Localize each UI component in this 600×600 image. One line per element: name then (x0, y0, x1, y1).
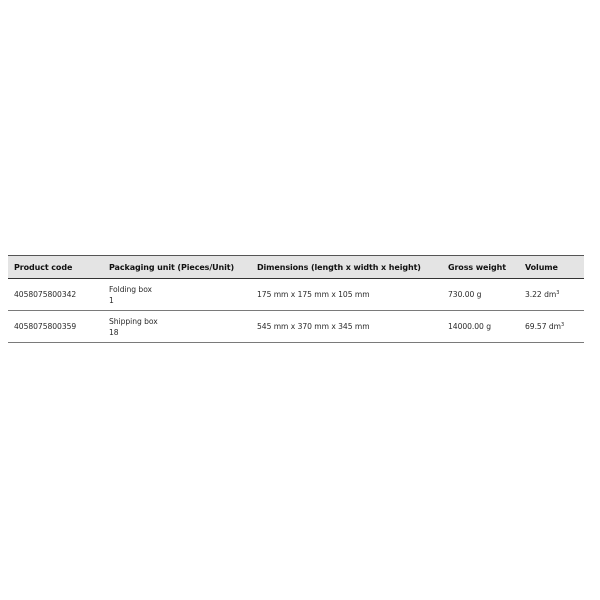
volume-cell (519, 289, 584, 300)
packaging-table (8, 255, 584, 343)
dimensions-cell: 175 mm x 175 mm x 105 mm (257, 290, 370, 299)
gross-weight-cell: 730.00 g (448, 290, 482, 299)
table-row (8, 279, 584, 311)
header-product-code: Product code (14, 262, 73, 272)
pieces-per-unit: 18 (109, 327, 119, 337)
product-code-cell: 4058075800359 (14, 322, 77, 331)
pieces-per-unit: 1 (109, 295, 114, 305)
table-header-row (8, 256, 584, 279)
packaging-unit-cell (103, 316, 251, 338)
header-dimensions: Dimensions (length x width x height) (257, 262, 421, 272)
header-volume: Volume (525, 262, 558, 272)
table-row (8, 311, 584, 343)
packaging-type: Shipping box (109, 316, 158, 326)
volume-exponent: 3 (560, 322, 565, 328)
volume-value: 69.57 dm (525, 322, 561, 331)
packaging-unit-cell (103, 284, 251, 306)
product-code-cell: 4058075800342 (14, 290, 77, 299)
volume-value: 3.22 dm (525, 290, 557, 299)
volume-cell (519, 321, 584, 332)
header-gross-weight: Gross weight (448, 262, 506, 272)
header-packaging-unit: Packaging unit (Pieces/Unit) (109, 262, 235, 272)
packaging-type: Folding box (109, 284, 153, 294)
dimensions-cell: 545 mm x 370 mm x 345 mm (257, 322, 370, 331)
gross-weight-cell: 14000.00 g (448, 322, 491, 331)
volume-exponent: 3 (556, 290, 560, 296)
